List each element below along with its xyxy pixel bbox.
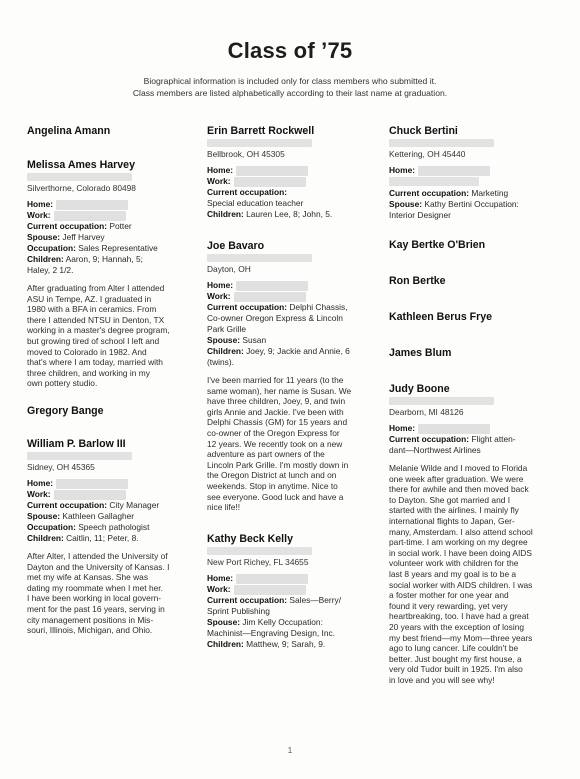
home-label: Home: — [207, 165, 234, 175]
redacted-phone — [418, 166, 490, 176]
home-line — [389, 165, 559, 176]
bio-line: see everyone. Good luck and have a — [207, 491, 344, 502]
entry-location: Silverthorne, Colorado 80498 — [27, 183, 136, 193]
children-line — [27, 533, 199, 544]
children-label: Children: — [207, 209, 244, 219]
entry-barlow — [27, 438, 199, 636]
entry-location: New Port Richey, FL 34655 — [207, 556, 309, 567]
occupation-line-2: dant—Northwest Airlines — [389, 445, 481, 455]
redacted-phone — [234, 585, 306, 595]
entry-bertke — [389, 275, 559, 288]
entry-amann — [27, 125, 199, 138]
work-label: Work: — [27, 488, 51, 499]
occ-value: Marketing — [471, 188, 509, 198]
bio-line: I've been married for 11 years (to the — [207, 375, 344, 385]
bio-line: a foster mother for one year and — [389, 590, 509, 601]
children-line-2: Haley, 2 1/2. — [27, 265, 74, 275]
occupation-line — [389, 434, 559, 445]
home-label: Home: — [207, 280, 234, 290]
bio-line: ASU in Tempe, AZ. I graduated in — [27, 293, 152, 304]
bio-paragraph — [27, 551, 199, 636]
entry-name: Ron Bertke — [389, 275, 446, 287]
redacted-phone — [418, 424, 490, 434]
children-value: Aaron, 9; Hannah, 5; — [65, 254, 143, 264]
bio-line: 20 years with the exception of losing — [389, 621, 525, 632]
home-label: Home: — [27, 199, 54, 209]
children-label: Children: — [207, 638, 244, 649]
bio-line: nice life!! — [207, 502, 241, 513]
bio-line: part-time. I am working on my degree — [389, 537, 528, 548]
page-number: 1 — [287, 746, 293, 755]
bio-line: volunteer work with children for the — [389, 558, 519, 569]
spouse-value: Jim Kelly Occupation: — [242, 616, 323, 627]
redacted-bar — [389, 139, 494, 147]
redacted-bar — [27, 452, 132, 460]
occupation-line — [207, 595, 379, 606]
children-line — [207, 209, 379, 220]
bio-line: I have been working in local govern- — [27, 593, 162, 604]
home-line — [207, 165, 379, 176]
occ-value: Potter — [109, 221, 132, 231]
spouse-label: Spouse: — [207, 616, 241, 627]
spouse-label: Spouse: — [27, 232, 61, 242]
redacted-phone — [236, 281, 308, 291]
entry-name: Melissa Ames Harvey — [27, 159, 135, 171]
bio-line: my best friend—my Mom—three years — [389, 632, 533, 643]
children-line — [207, 639, 379, 650]
entry-bange — [27, 405, 199, 418]
spouse-label: Spouse: — [389, 199, 423, 209]
intro-line-1: Biographical information is included only for class members who submitted it. — [143, 76, 437, 86]
home-label: Home: — [27, 477, 54, 488]
bio-line: very old Tudor built in 1925. I'm also — [389, 664, 523, 675]
children-line — [207, 346, 379, 357]
redacted-bar — [27, 173, 132, 181]
entry-name: Kathy Beck Kelly — [207, 532, 293, 545]
work-label: Work: — [207, 176, 231, 186]
entry-frye — [389, 311, 559, 324]
spouse-line — [207, 335, 379, 346]
bio-paragraph — [207, 375, 379, 513]
bio-line: weekends. Stop in anytime. Nice to — [207, 480, 338, 491]
entry-location: Kettering, OH 45440 — [389, 149, 466, 159]
entry-location: Dearborn, MI 48126 — [389, 407, 464, 417]
spouse-line — [389, 199, 559, 210]
bio-line: co-owner of the Oregon Express for — [207, 427, 340, 438]
bio-line: moved to Colorado in 1982. And — [27, 346, 147, 357]
entry-location: Bellbrook, OH 45305 — [207, 149, 285, 159]
occupation-value: Special education teacher — [207, 198, 304, 208]
bio-line: city management positions in Mis- — [27, 614, 154, 625]
occ-label: Current occupation: — [207, 594, 288, 605]
bio-line: there I attended NTSU in Denton, TX — [27, 314, 165, 325]
work-line — [207, 291, 379, 302]
bio-line: last 8 years and my goal is to be a — [389, 568, 517, 579]
occ-value: Flight atten- — [471, 434, 516, 444]
redacted-bar — [389, 397, 494, 405]
bio-line: Lincoln Park Grille. I'm mostly down in — [207, 459, 349, 470]
bio-line: Dayton and the University of Kansas. I — [27, 561, 170, 572]
occupation-value: Sales Representative — [78, 243, 158, 253]
entry-harvey — [27, 159, 199, 389]
occupation-line-3: Park Grille — [207, 324, 247, 334]
spouse-value: Kathy Bertini Occupation: — [424, 199, 519, 209]
spouse-line — [27, 232, 199, 243]
redacted-phone — [234, 177, 306, 187]
entry-kelly — [207, 533, 379, 650]
column-1 — [27, 125, 199, 636]
children-value: Caitlin, 11; Peter, 8. — [66, 532, 139, 543]
bio-line: own pottery studio. — [27, 378, 98, 389]
entry-name: Chuck Bertini — [389, 125, 458, 137]
bio-line: adventure as part owners of the — [207, 449, 325, 460]
bio-line: started with the airlines. I mainly fly — [389, 505, 519, 516]
bio-line: that's where I am today, married with — [27, 357, 163, 368]
work-line — [207, 176, 379, 187]
bio-line: met my wife at Kansas. She was — [27, 572, 149, 583]
bio-line: there for awhile and then moved back — [389, 484, 529, 495]
entry-name: Gregory Bange — [27, 404, 104, 417]
occ-value: Sales—Berry/ — [289, 594, 342, 605]
redacted-phone — [54, 490, 126, 500]
work-line — [207, 584, 379, 595]
bio-line: but growing tired of school I left and — [27, 335, 160, 346]
work-label: Work: — [207, 291, 231, 301]
home-label: Home: — [389, 165, 416, 175]
children-line — [27, 254, 199, 265]
spouse-label: Spouse: — [207, 335, 241, 345]
home-line — [207, 280, 379, 291]
home-line — [389, 423, 559, 434]
entry-location: Sidney, OH 45365 — [27, 461, 95, 472]
bio-line: Melanie Wilde and I moved to Florida — [389, 463, 528, 473]
occ-value: City Manager — [109, 499, 160, 510]
entry-obrien — [389, 239, 559, 252]
redacted-phone — [234, 292, 306, 302]
bio-line: social worker with AIDS children. I was — [389, 579, 533, 590]
children-value: Matthew, 9; Sarah, 9. — [246, 638, 326, 649]
entry-rockwell — [207, 125, 379, 220]
bio-line: dating my roommate when I met her. — [27, 582, 163, 593]
entry-name: Erin Barrett Rockwell — [207, 125, 315, 137]
children-value: Lauren Lee, 8; John, 5. — [246, 209, 333, 219]
redacted-phone — [54, 211, 126, 221]
entry-blum — [389, 347, 559, 360]
spouse-line-2: Machinist—Engraving Design, Inc. — [207, 627, 336, 638]
occupation-line-2: Sprint Publishing — [207, 605, 270, 616]
occupation-line — [27, 221, 199, 232]
bio-line: to Dayton. She got married and I — [389, 494, 511, 505]
bio-paragraph — [27, 283, 199, 389]
occupation-label: Occupation: — [27, 521, 76, 532]
bio-paragraph — [389, 463, 559, 685]
bio-line: found it very rewarding, yet very — [389, 600, 508, 611]
bio-line: Delphi Chassis (GM) for 15 years and — [207, 417, 348, 428]
occupation-value: Speech pathologist — [78, 521, 150, 532]
occupation-label: Occupation: — [27, 243, 76, 253]
entry-name: Judy Boone — [389, 383, 450, 395]
children-line-2: (twins). — [207, 357, 234, 367]
work-line — [27, 489, 199, 500]
children-label: Children: — [27, 532, 64, 543]
redacted-bar — [207, 139, 312, 147]
intro-line-2: Class members are listed alphabetically according to their last name at graduation. — [132, 88, 448, 98]
bio-line: working in a master's degree program, — [27, 325, 170, 336]
children-value: Joey, 9; Jackie and Annie, 6 — [246, 346, 350, 356]
entry-name: Kay Bertke O'Brien — [389, 239, 486, 251]
bio-line: souri, Illinois, Michigan, and Ohio. — [27, 625, 153, 636]
entry-name: Joe Bavaro — [207, 240, 265, 252]
home-line — [27, 199, 199, 210]
entry-boone — [389, 383, 559, 685]
occupation-line — [207, 302, 379, 313]
bio-line: have three children, Joey, 9, and twin — [207, 396, 346, 407]
home-label: Home: — [389, 423, 416, 433]
spouse-occupation-line — [27, 522, 199, 533]
redacted-phone — [56, 200, 128, 210]
occupation-line — [207, 187, 379, 198]
occupation-line-2: Co-owner Oregon Express & Lincoln — [207, 313, 343, 323]
redacted-bar — [207, 254, 312, 262]
entry-location: Dayton, OH — [207, 264, 251, 274]
spouse-line — [207, 617, 379, 628]
work-label: Work: — [27, 210, 51, 220]
column-3 — [389, 125, 559, 685]
occ-label: Current occupation: — [389, 188, 470, 198]
entry-name: Angelina Amann — [27, 125, 111, 137]
bio-line: girls Annie and Jackie. I've been with — [207, 406, 344, 417]
redacted-phone — [56, 479, 128, 489]
redacted-bar — [207, 547, 312, 555]
bio-line: 1980 with a BFA in ceramics. From — [27, 304, 157, 315]
occ-label: Current occupation: — [389, 434, 470, 444]
bio-line: in love and you will see why! — [389, 674, 495, 685]
bio-line: ago to lung cancer. Life couldn't be — [389, 643, 519, 654]
occ-label: Current occupation: — [27, 221, 108, 231]
bio-line: the Oregon District at lunch and on — [207, 470, 337, 481]
spouse-line-2: Interior Designer — [389, 210, 451, 220]
bio-line: better. Just bought my first house, a — [389, 653, 522, 664]
page-title: Class of ’75 — [227, 38, 353, 63]
redacted-phone — [236, 574, 308, 584]
occ-label: Current occupation: — [207, 302, 288, 312]
entry-name: Kathleen Berus Frye — [389, 311, 493, 323]
intro-text — [60, 75, 520, 99]
bio-line: three children, and working in my — [27, 367, 150, 378]
bio-line: one week after graduation. We were — [389, 473, 524, 484]
redacted-phone — [236, 166, 308, 176]
home-line — [207, 573, 379, 584]
occ-label: Current occupation: — [27, 499, 108, 510]
work-line — [27, 210, 199, 221]
occ-value: Delphi Chassis, — [289, 302, 348, 312]
entry-name: William P. Barlow III — [27, 437, 126, 450]
children-label: Children: — [207, 346, 244, 356]
spouse-line — [27, 511, 199, 522]
spouse-value: Jeff Harvey — [62, 232, 105, 242]
occupation-line — [389, 188, 559, 199]
bio-line: After graduating from Alter I attended — [27, 283, 165, 293]
entry-bavaro — [207, 240, 379, 513]
entry-bertini — [389, 125, 559, 221]
column-2 — [207, 125, 379, 650]
bio-line: heartbreaking, too. I have had a great — [389, 611, 529, 622]
bio-line: After Alter, I attended the University of — [27, 550, 168, 561]
work-label: Work: — [207, 583, 231, 594]
entry-name: James Blum — [389, 347, 452, 359]
spouse-label: Spouse: — [27, 510, 61, 521]
home-line — [27, 478, 199, 489]
spouse-value: Kathleen Gallagher — [62, 510, 135, 521]
spouse-value: Susan — [242, 335, 267, 345]
bio-line: many, Amsterdam. I also attend school — [389, 526, 533, 537]
children-label: Children: — [27, 254, 64, 264]
occupation-line — [27, 500, 199, 511]
bio-line: ment for the past 16 years, serving in — [27, 603, 165, 614]
spouse-occupation-line — [27, 243, 199, 254]
home-label: Home: — [207, 572, 234, 583]
bio-line: 12 years. We recently took on a new — [207, 438, 343, 449]
bio-line: international flights to Japan, Ger- — [389, 515, 515, 526]
redacted-bar — [389, 177, 479, 186]
bio-line: in social work. I have been doing AIDS — [389, 547, 532, 558]
bio-line: same woman), her name is Susan. We — [207, 385, 352, 396]
occ-label: Current occupation: — [207, 187, 288, 197]
